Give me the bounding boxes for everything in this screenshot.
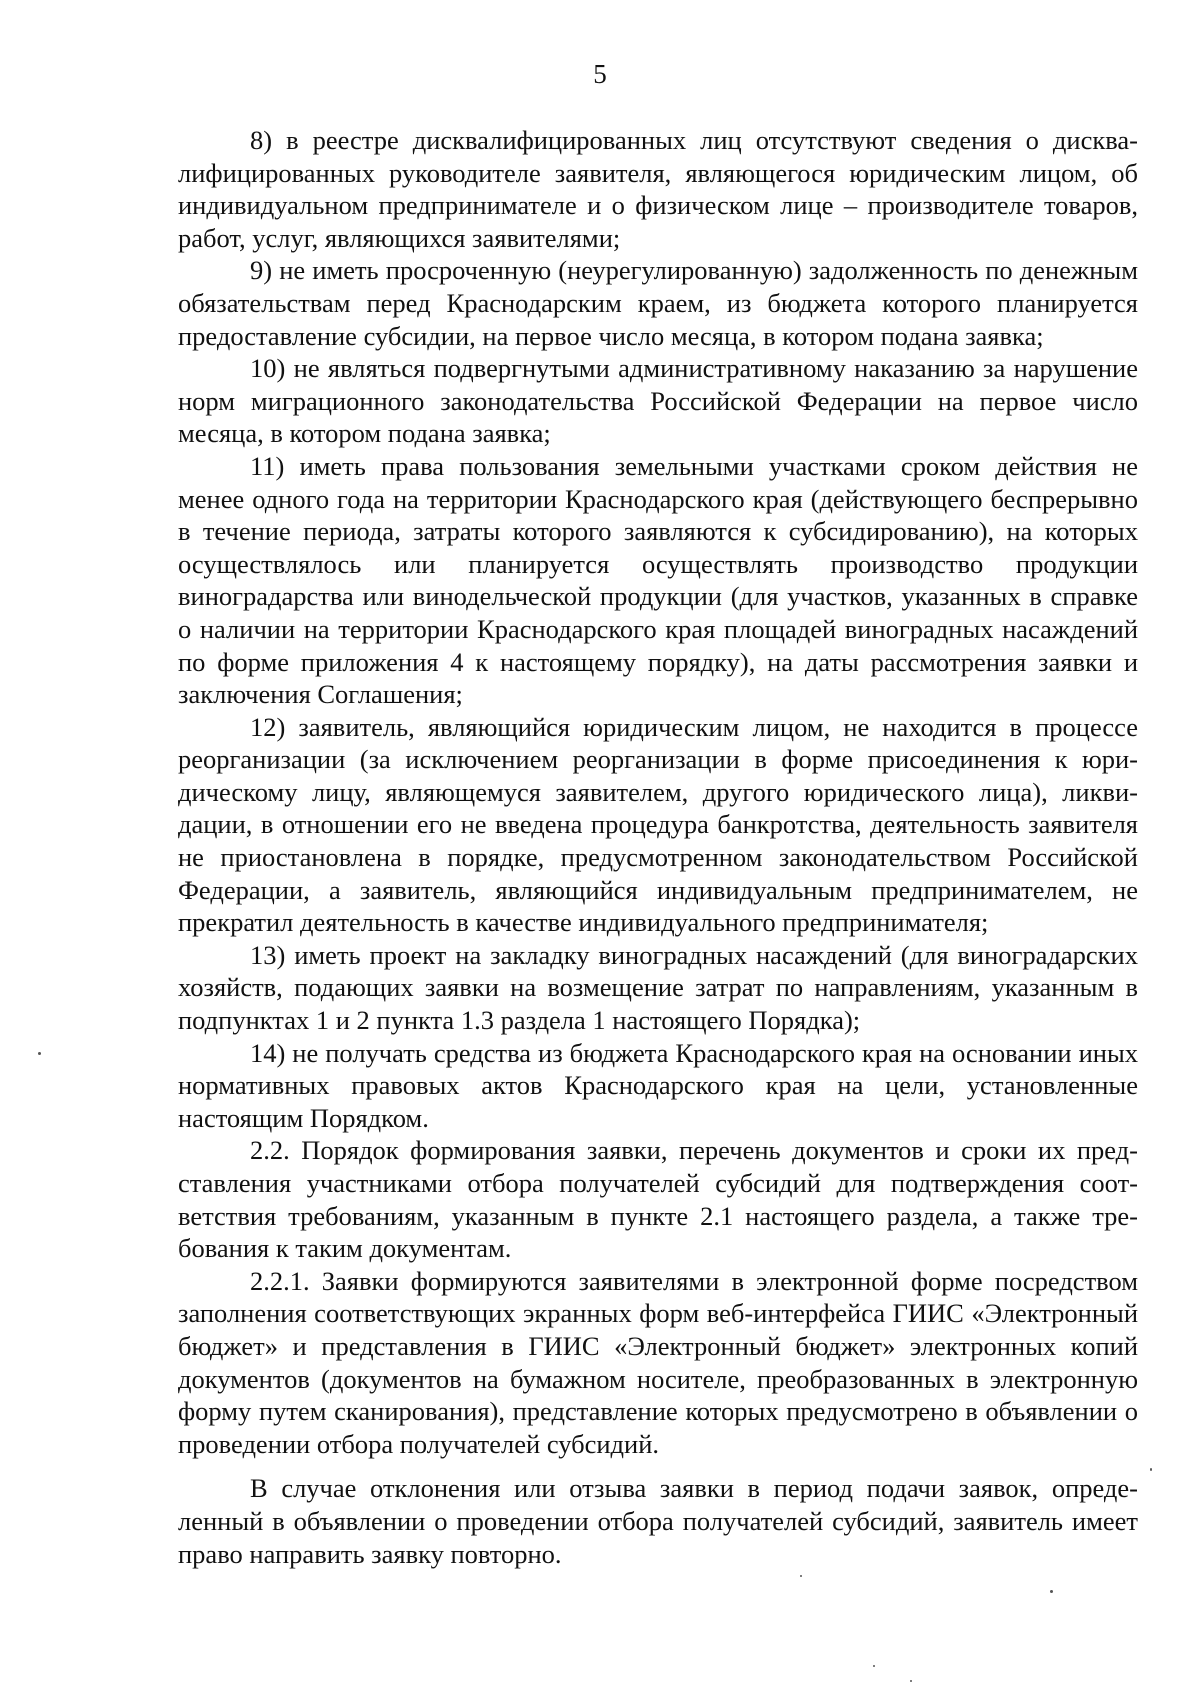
scan-speck [910,1680,912,1682]
scan-speck [800,1575,802,1577]
paragraph-item-10: 10) не являться подвергнутыми административному наказанию за нарушение норм миграционного законодательства Российской Федерации на первое число месяца, в котором подана заявка; [178,353,1138,449]
page-number: 5 [593,59,607,89]
scan-speck [873,1665,875,1667]
scan-speck [1150,1468,1152,1471]
paragraph-item-8: 8) в реестре дисквалифицированных лиц отсутствуют сведения о дисквалифицированных руководителе заявителя, являющегося юридическим лицом, об индивидуальном предпринимателе и о физическом лице – производителе товаров, работ, услуг, являющихся заявителями; [178,125,1138,253]
paragraph-resubmission: В случае отклонения или отзыва заявки в период подачи заявок, определенный в объявлении о проведении отбора получателей субсидий, заявитель имеет право направить заявку повторно. [178,1473,1138,1569]
paragraph-item-13: 13) иметь проект на закладку виноградных насаждений (для виноградарских хозяйств, подающих заявки на возмещение затрат по направлениям, указанным в подпунктах 1 и 2 пункта 1.3 раздела 1 настоящего Порядка); [178,939,1138,1036]
scan-speck [1050,1590,1053,1593]
paragraph-item-9: 9) не иметь просроченную (неурегулированную) задолженность по денежным обязательствам перед Краснодарским краем, из бюджета которого планируется предоставление субсидии, на первое число месяца, в котором подана заявка; [178,255,1138,351]
paragraph-section-2-2: 2.2. Порядок формирования заявки, перечень документов и сроки их представления участниками отбора получателей субсидий для подтверждения соответствия требованиям, указанным в пункте 2.1 настоящего раздела, а также требования к таким документам. [178,1135,1138,1264]
scan-speck [38,1052,41,1055]
paragraph-item-14: 14) не получать средства из бюджета Краснодарского края на основании иных нормативных правовых актов Краснодарского края на цели, установленные настоящим Порядком. [178,1037,1138,1133]
paragraph-item-11: 11) иметь права пользования земельными участками сроком действия не менее одного года на территории Краснодарского края (действующего беспрерывно в течение периода, затраты которого заявляются к субсидированию), на которых осуществлялось или планируется осуществлять производство продукции виноградарства или винодельческой продукции (для участков, указанных в справке о наличии на территории Краснодарского края площадей виноградных насаждений по форме приложения 4 к настоящему порядку), на даты рассмотрения заявки и заключения Соглашения; [178,450,1138,710]
paragraph-section-2-2-1: 2.2.1. Заявки формируются заявителями в электронной форме посредством заполнения соответствующих экранных форм веб-интерфейса ГИИС «Электронный бюджет» и представления в ГИИС «Электронный бюджет» электронных копий документов (документов на бумажном носителе, преобразованных в электронную форму путем сканирования), представление которых предусмотрено в объявлении о проведении отбора получателей субсидий. [178,1265,1138,1459]
paragraph-item-12: 12) заявитель, являющийся юридическим лицом, не находится в процессе реорганизации (за исключением реорганизации в форме присоединения к юридическому лицу, являющемуся заявителем, другого юридического лица), ликвидации, в отношении его не введена процедура банкротства, деятельность заявителя не приостановлена в порядке, предусмотренном законодательством Российской Федерации, а заявитель, являющийся индивидуальным предпринимателем, не прекратил деятельность в качестве индивидуального предпринимателя; [178,711,1138,938]
document-body [178,124,1138,1570]
